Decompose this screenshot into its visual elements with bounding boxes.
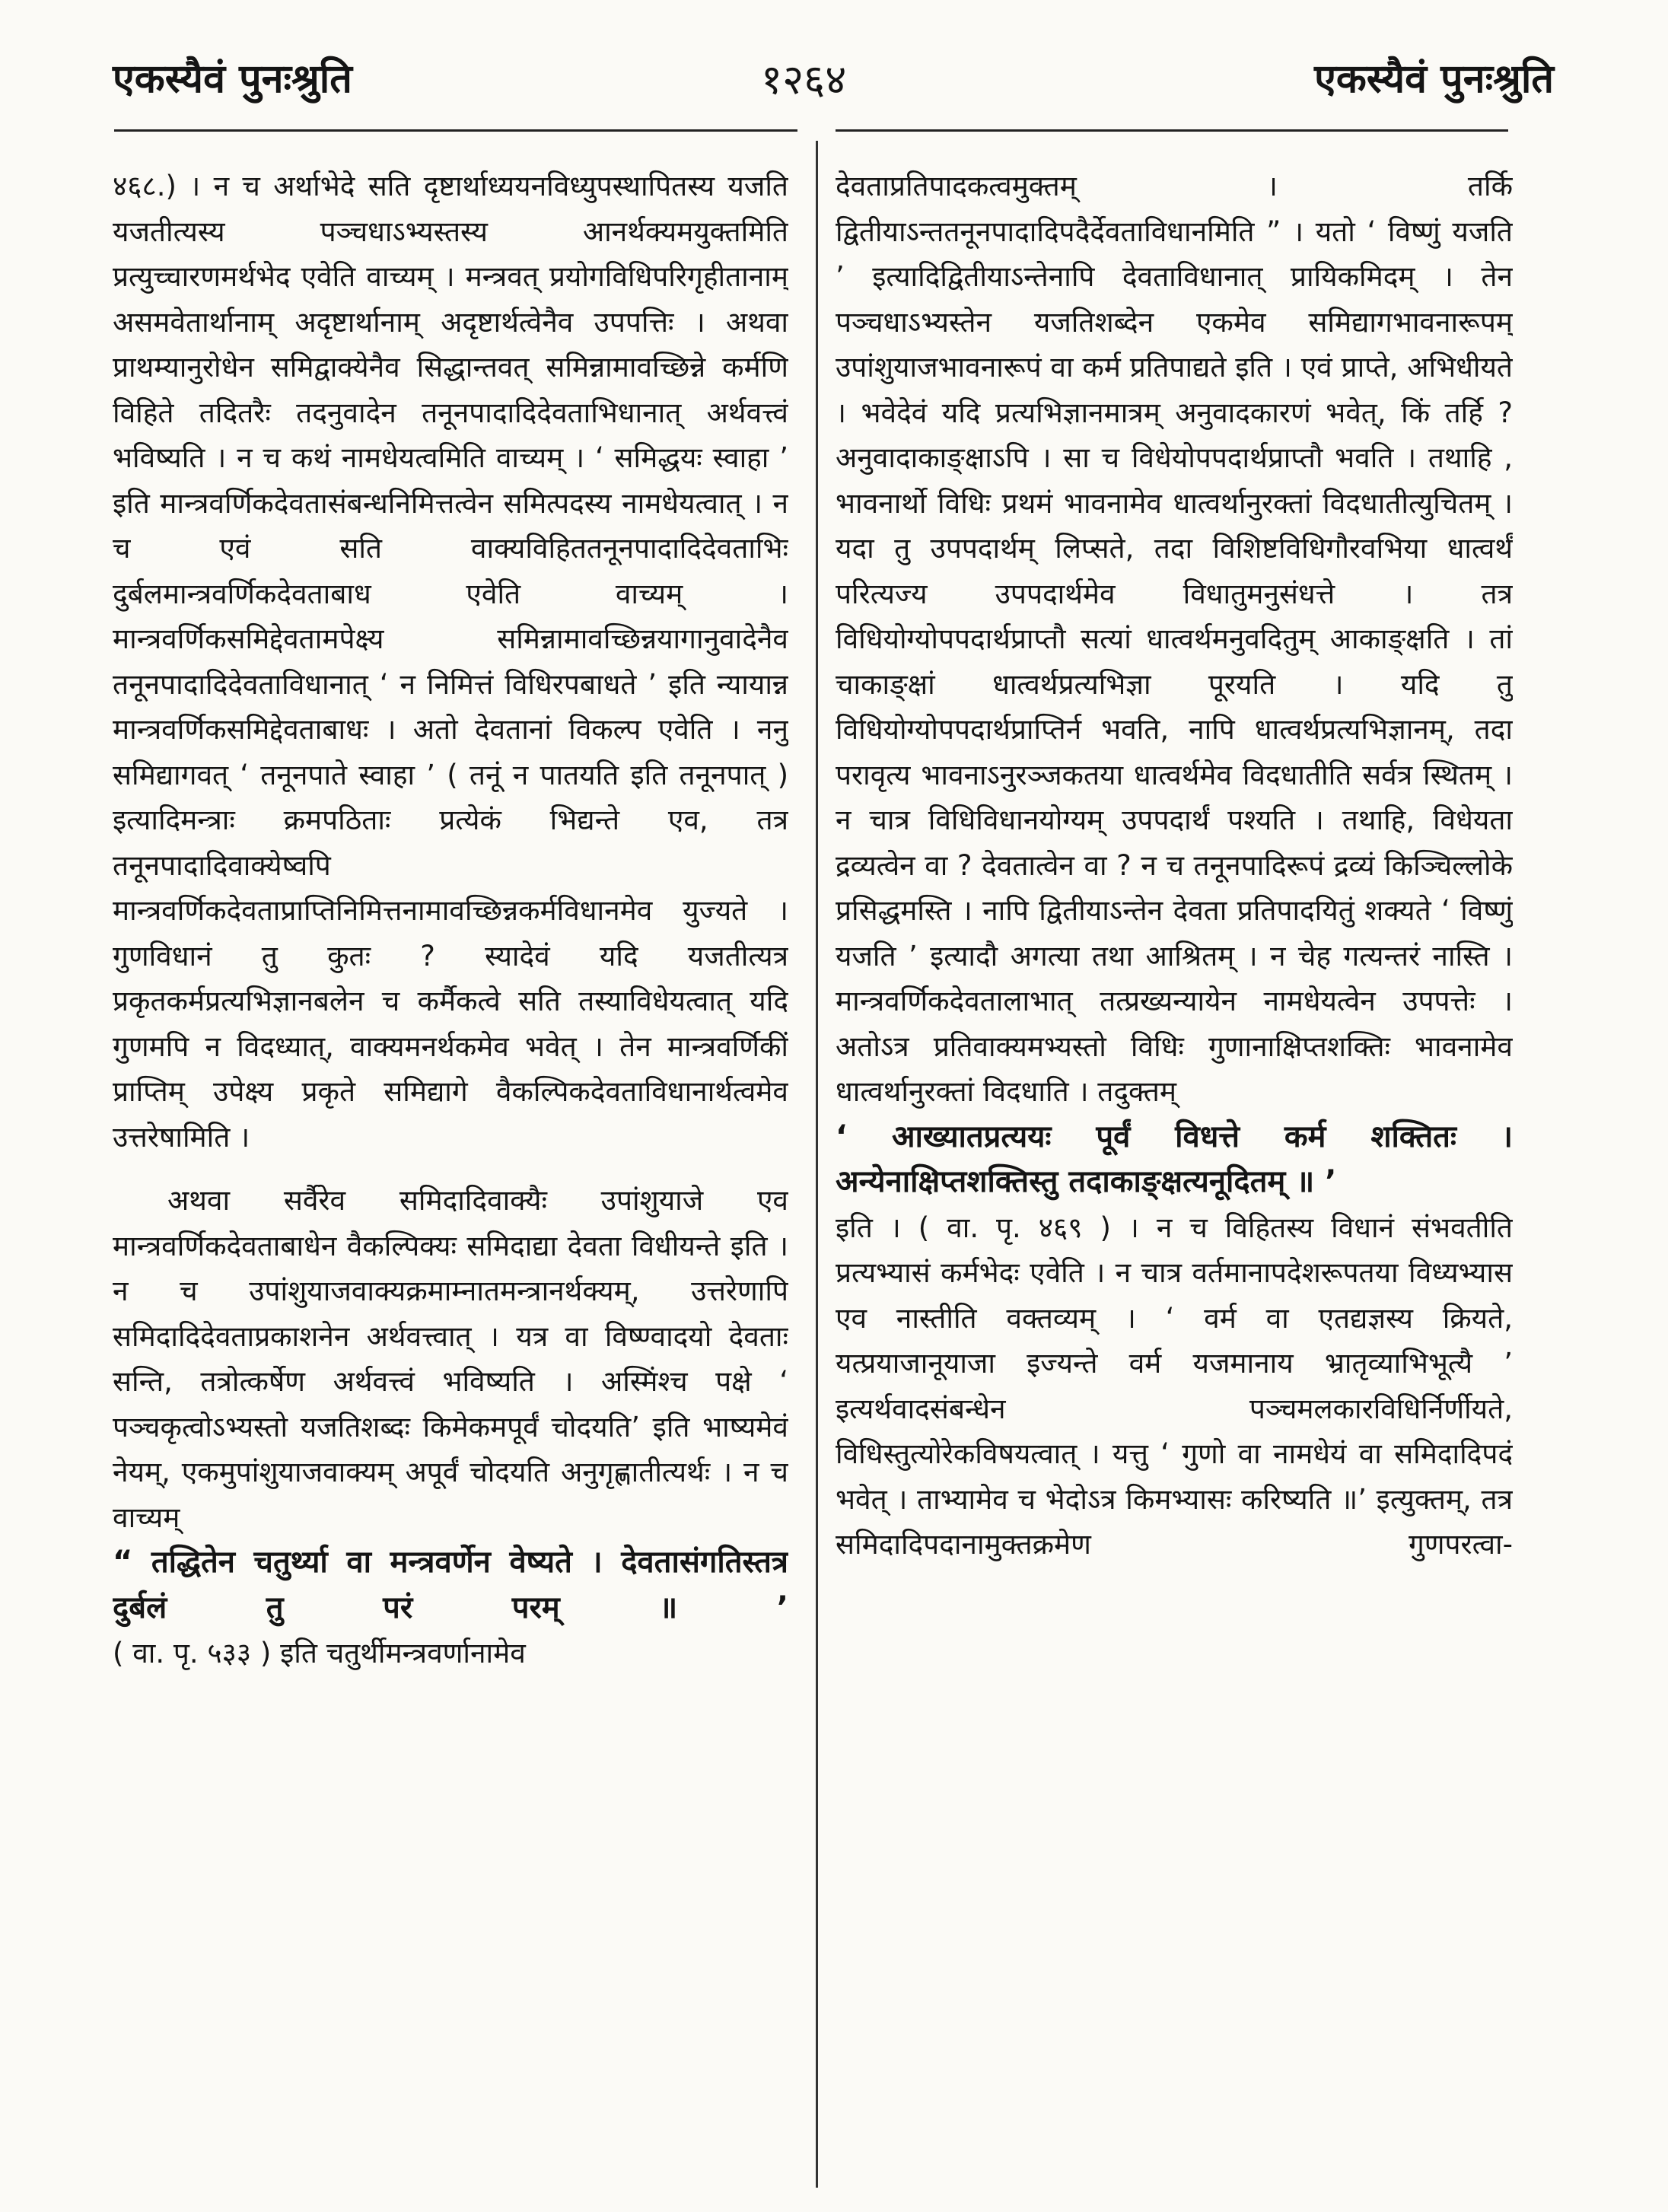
right-verse-quote: ‘ आख्यातप्रत्ययः पूर्वं विधत्ते कर्म शक्तितः । अन्येनाक्षिप्तशक्तिस्तु तदाकाङ्क्षत्यनूदितम् ॥ ’ [836, 1119, 1513, 1199]
left-paragraph-2-end: ( वा. पृ. ५३३ ) इति चतुर्थीमन्त्रवर्णानामेव [113, 1637, 526, 1669]
header-rule-right [836, 129, 1508, 132]
left-paragraph-1: ४६८.) । न च अर्थाभेदे सति दृष्टार्थाध्ययनविध्युपस्थापितस्य यजति यजतीत्यस्य पञ्चधाऽभ्यस्तस्य आनर्थक्यमयुक्तमिति प्रत्युच्चारणमर्थभेद एवेति वाच्यम् । मन्त्रवत् प्रयोगविधिपरिगृहीतानाम् असमवेतार्थानाम् अदृष्टार्थानाम् अदृष्टार्थत्वेनैव उपपत्तिः । अथवा प्राथम्यानुरोधेन समिद्वाक्येनैव सिद्धान्तवत् समिन्नामावच्छिन्ने कर्मणि विहिते तदितरैः तदनुवादेन तनूनपादादिदेवताभिधानात् अर्थवत्त्वं भविष्यति । न च कथं नामधेयत्वमिति वाच्यम् । ‘ समिद्धयः स्वाहा ’ इति मान्त्रवर्णिकदेवतासंबन्धनिमित्तत्वेन समित्पदस्य नामधेयत्वात् । न च एवं सति वाक्यविहिततनूनपादादिदेवताभिः दुर्बलमान्त्रवर्णिकदेवताबाध एवेति वाच्यम् । मान्त्रवर्णिकसमिद्देवतामपेक्ष्य समिन्नामावच्छिन्नयागानुवादेनैव तनूनपादादिदेवताविधानात् ‘ न निमित्तं विधिरपबाधते ’ इति न्यायान्न मान्त्रवर्णिकसमिद्देवताबाधः । अतो देवतानां विकल्प एवेति । ननु समिद्यागवत् ‘ तनूनपाते स्वाहा ’ ( तनूं न पातयति इति तनूनपात् ) इत्यादिमन्त्राः क्रमपठिताः प्रत्येकं भिद्यन्ते एव, तत्र तनूनपादादिवाक्येष्वपि मान्त्रवर्णिकदेवताप्राप्तिनिमित्तनामावच्छिन्नकर्मविधानमेव युज्यते । गुणविधानं तु कुतः ? स्यादेवं यदि यजतीत्यत्र प्रकृतकर्मप्रत्यभिज्ञानबलेन च कर्मैकत्वे सति तस्याविधेयत्वात् यदि गुणमपि न विदध्यात्, वाक्यमनर्थकमेव भवेत् । तेन मान्त्रवर्णिकीं प्राप्तिम् उपेक्ष्य प्रकृते समिद्यागे वैकल्पिकदेवताविधानार्थत्वमेव उत्तरेषामिति । [113, 170, 788, 1154]
column-divider [816, 141, 818, 2188]
running-header-left: एकस्यैवं पुनःश्रुति [113, 56, 352, 102]
right-column [836, 164, 1513, 2210]
right-paragraph-2: इति । ( वा. पृ. ४६९ ) । न च विहितस्य विधानं संभवतीति प्रत्यभ्यासं कर्मभेदः एवेति । न चात्र वर्तमानापदेशरूपतया विध्यभ्यास एव नास्तीति वक्तव्यम् । ‘ वर्म वा एतद्यज्ञस्य क्रियते, यत्प्रयाजानूयाजा इज्यन्ते वर्म यजमानाय भ्रातृव्याभिभूत्यै ’ इत्यर्थवादसंबन्धेन पञ्चमलकारविधिर्निर्णीयते, विधिस्तुत्योरेकविषयत्वात् । यत्तु ‘ गुणो वा नामधेयं वा समिदादिपदं भवेत् । ताभ्यामेव च भेदोऽत्र किमभ्यासः करिष्यति ॥’ इत्युक्तम्, तत्र समिदादिपदानामुक्तक्रमेण गुणपरत्वा- [836, 1211, 1513, 1561]
left-verse-quote: “ तद्धितेन चतुर्थ्या वा मन्त्रवर्णेन वेष्यते । देवतासंगतिस्तत्र दुर्बलं तु परं परम् ॥ ’ [113, 1545, 788, 1625]
left-column [113, 164, 788, 2210]
right-paragraph-1: देवताप्रतिपादकत्वमुक्तम् । तर्कि द्वितीयाऽन्ततनूनपादादिपदैर्देवताविधानमिति ” । यतो ‘ विष्णुं यजति ’ इत्यादिद्वितीयाऽन्तेनापि देवताविधानात् प्रायिकमिदम् । तेन पञ्चधाऽभ्यस्तेन यजतिशब्देन एकमेव समिद्यागभावनारूपम् उपांशुयाजभावनारूपं वा कर्म प्रतिपाद्यते इति । एवं प्राप्ते, अभिधीयते । भवेदेवं यदि प्रत्यभिज्ञानमात्रम् अनुवादकारणं भवेत्, किं तर्हि ? अनुवादाकाङ्क्षाऽपि । सा च विधेयोपपदार्थप्राप्तौ भवति । तथाहि , भावनार्थो विधिः प्रथमं भावनामेव धात्वर्थानुरक्तां विदधातीत्युचितम् । यदा तु उपपदार्थम् लिप्सते, तदा विशिष्टविधिगौरवभिया धात्वर्थं परित्यज्य उपपदार्थमेव विधातुमनुसंधत्ते । तत्र विधियोग्योपपदार्थप्राप्तौ सत्यां धात्वर्थमनुवदितुम् आकाङ्क्षति । तां चाकाङ्क्षां धात्वर्थप्रत्यभिज्ञा पूरयति । यदि तु विधियोग्योपपदार्थप्राप्तिर्न भवति, नापि धात्वर्थप्रत्यभिज्ञानम्, तदा परावृत्य भावनाऽनुरञ्जकतया धात्वर्थमेव विदधातीति सर्वत्र स्थितम् । न चात्र विधिविधानयोग्यम् उपपदार्थं पश्यति । तथाहि, विधेयता द्रव्यत्वेन वा ? देवतात्वेन वा ? न च तनूनपादिरूपं द्रव्यं किञ्चिल्लोके प्रसिद्धमस्ति । नापि द्वितीयाऽन्तेन देवता प्रतिपादयितुं शक्यते ‘ विष्णुं यजति ’ इत्यादौ अगत्या तथा आश्रितम् । न चेह गत्यन्तरं नास्ति । मान्त्रवर्णिकदेवतालाभात् तत्प्रख्यन्यायेन नामधेयत्वेन उपपत्तेः । अतोऽत्र प्रतिवाक्यमभ्यस्तो विधिः गुणानाक्षिप्तशक्तिः भावनामेव धात्वर्थानुरक्तां विदधाति । तदुक्तम् [836, 170, 1513, 1108]
page-number: १२६४ [761, 56, 847, 103]
running-header-right: एकस्यैवं पुनःश्रुति [1314, 56, 1554, 102]
left-paragraph-2: अथवा सर्वैरेव समिदादिवाक्यैः उपांशुयाजे एव मान्त्रवर्णिकदेवताबाधेन वैकल्पिक्यः समिदाद्या देवता विधीयन्ते इति । न च उपांशुयाजवाक्यक्रमाम्नातमन्त्रानर्थक्यम्, उत्तरेणापि समिदादिदेवताप्रकाशनेन अर्थवत्त्वात् । यत्र वा विष्ण्वादयो देवताः सन्ति, तत्रोत्कर्षेण अर्थवत्त्वं भविष्यति । अस्मिंश्च पक्षे ‘ पञ्चकृत्वोऽभ्यस्तो यजतिशब्दः किमेकमपूर्वं चोदयति’ इति भाष्यमेवं नेयम्, एकमुपांशुयाजवाक्यम् अपूर्वं चोदयति अनुगृह्णातीत्यर्थः । न च वाच्यम् [113, 1184, 788, 1534]
header-rule-left [114, 129, 797, 132]
